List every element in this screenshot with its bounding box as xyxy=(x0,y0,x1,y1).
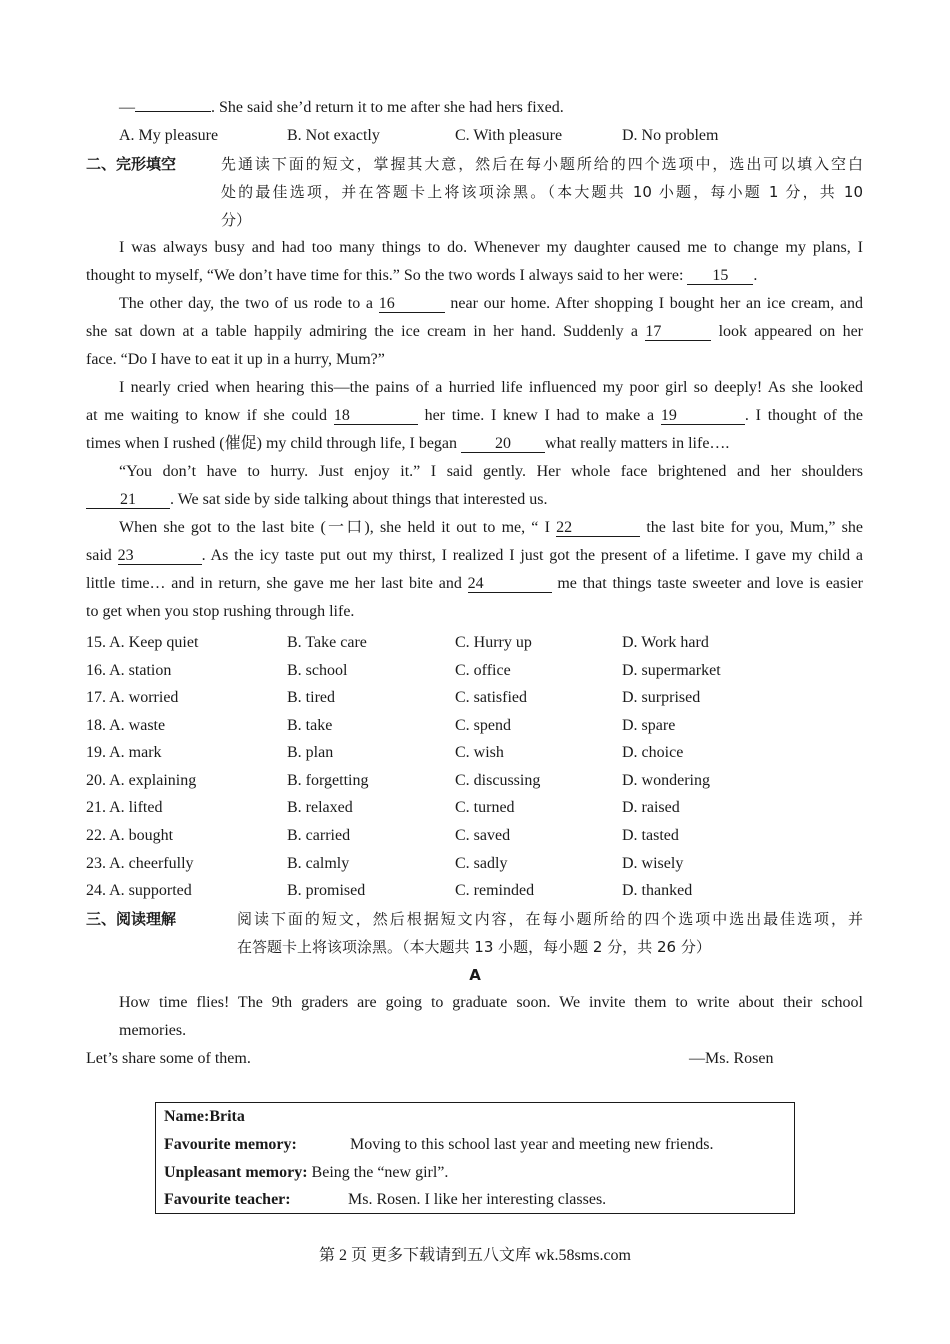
passage-p1-line2: thought to myself, “We don’t have time for this.” So the two words I always said to her were: 15 . xyxy=(86,267,758,284)
option-20-b: B. forgetting xyxy=(287,772,369,789)
option-17-b: B. tired xyxy=(287,689,335,706)
reading-intro-line3: Let’s share some of them. xyxy=(86,1050,251,1067)
option-23-b: B. calmly xyxy=(287,855,350,872)
option-21-b: B. relaxed xyxy=(287,799,353,816)
blank-19: 19 xyxy=(661,407,745,425)
blank-23: 23 xyxy=(118,547,202,565)
q14-option-c: C. With pleasure xyxy=(455,127,563,144)
option-24-c: C. reminded xyxy=(455,882,535,899)
option-22-d: D. tasted xyxy=(622,827,679,844)
option-19-d: D. choice xyxy=(622,744,684,761)
section2-title: 二、完形填空 xyxy=(86,155,177,173)
option-23-c: C. sadly xyxy=(455,855,508,872)
option-21-d: D. raised xyxy=(622,799,680,816)
option-15-b: B. Take care xyxy=(287,634,367,651)
part-a-heading: A xyxy=(469,966,481,984)
passage-p4-line2: 21 . We sat side by side talking about things that interested us. xyxy=(86,490,547,510)
card-favourite-teacher-row: Favourite teacher: Ms. Rosen. I like her interesting classes. xyxy=(164,1191,607,1208)
passage-p2-line3: face. “Do I have to eat it up in a hurry, Mum?” xyxy=(86,351,385,368)
option-19-a: 19. A. mark xyxy=(86,744,162,761)
option-16-d: D. supermarket xyxy=(622,662,721,679)
q14-stem: — . She said she’d return it to me after she had hers fixed. xyxy=(119,99,564,116)
option-16-b: B. school xyxy=(287,662,348,679)
option-18-d: D. spare xyxy=(622,717,676,734)
option-18-b: B. take xyxy=(287,717,333,734)
reading-intro-line1: How time flies! The 9th graders are going to graduate soon. We invite them to write about their school xyxy=(119,994,863,1011)
page-footer: 第 2 页 更多下载请到五八文库 wk.58sms.com xyxy=(318,1247,631,1264)
section3-title: 三、阅读理解 xyxy=(86,910,177,928)
option-23-a: 23. A. cheerfully xyxy=(86,855,194,872)
section2-instruction-2: 处的最佳选项，并在答题卡上将该项涂黑。（本大题共 10 小题，每小题 1 分，共 10 xyxy=(221,183,863,201)
option-19-b: B. plan xyxy=(287,744,334,761)
option-18-c: C. spend xyxy=(455,717,511,734)
passage-p5-line3: little time… and in return, she gave me her last bite and 24 me that things taste sweeter and love is easier xyxy=(86,575,863,592)
blank-15: 15 xyxy=(687,267,753,285)
option-17-a: 17. A. worried xyxy=(86,689,179,706)
memory-card xyxy=(155,1102,795,1214)
blank-21: 21 xyxy=(86,491,170,509)
option-22-c: C. saved xyxy=(455,827,511,844)
q14-option-b: B. Not exactly xyxy=(287,127,380,144)
option-21-a: 21. A. lifted xyxy=(86,799,163,816)
option-16-c: C. office xyxy=(455,662,511,679)
passage-p3-line3: times when I rushed (催促) my child through life, I began 20 what really matters in life…. xyxy=(86,435,730,452)
passage-p2-line1: The other day, the two of us rode to a 16 near our home. After shopping I bought her an ice cream, and xyxy=(119,295,863,312)
option-20-d: D. wondering xyxy=(622,772,710,789)
q14-option-d: D. No problem xyxy=(622,127,719,144)
passage-p1-line1: I was always busy and had too many things to do. Whenever my daughter caused me to change my plans, I xyxy=(119,239,863,256)
passage-p5-line1: When she got to the last bite (一口), she held it out to me, “ I 22 the last bite for you, Mum,” she xyxy=(119,519,863,536)
option-16-a: 16. A. station xyxy=(86,662,172,679)
passage-p4-line1: “You don’t have to hurry. Just enjoy it.” I said gently. Her whole face brightened and her shoulders xyxy=(119,463,863,480)
signature: —Ms. Rosen xyxy=(689,1050,774,1067)
passage-p3-line2: at me waiting to know if she could 18 her time. I knew I had to make a 19 . I thought of the xyxy=(86,407,864,424)
passage-p5-line2: said 23 . As the icy taste put out my thirst, I realized I just got the present of a lifetime. I gave my child a xyxy=(86,547,864,564)
q14-blank xyxy=(135,111,211,112)
blank-22: 22 xyxy=(556,519,640,537)
card-favourite-memory-row: Favourite memory: Moving to this school last year and meeting new friends. xyxy=(164,1136,714,1153)
option-20-a: 20. A. explaining xyxy=(86,772,197,789)
option-22-b: B. carried xyxy=(287,827,351,844)
option-18-a: 18. A. waste xyxy=(86,717,166,734)
option-21-c: C. turned xyxy=(455,799,515,816)
option-15-a: 15. A. Keep quiet xyxy=(86,634,199,651)
reading-intro-line2: memories. xyxy=(119,1022,187,1039)
option-24-d: D. thanked xyxy=(622,882,693,899)
option-17-d: D. surprised xyxy=(622,689,701,706)
option-24-a: 24. A. supported xyxy=(86,882,192,899)
q14-option-a: A. My pleasure xyxy=(119,127,219,144)
blank-16: 16 xyxy=(379,295,445,313)
blank-24: 24 xyxy=(468,575,552,593)
passage-p5-line4: to get when you stop rushing through life. xyxy=(86,603,355,620)
blank-17: 17 xyxy=(645,323,711,341)
blank-20: 20 xyxy=(461,435,545,453)
option-15-c: C. Hurry up xyxy=(455,634,532,651)
section2-instruction-1: 先通读下面的短文，掌握其大意，然后在每小题所给的四个选项中，选出可以填入空白 xyxy=(221,155,863,173)
card-unpleasant-memory-row: Unpleasant memory: Being the “new girl”. xyxy=(164,1164,449,1181)
section3-instruction-1: 阅读下面的短文，然后根据短文内容，在每小题所给的四个选项中选出最佳选项，并 xyxy=(237,910,863,928)
card-name-row: Name:Brita xyxy=(164,1108,245,1125)
option-20-c: C. discussing xyxy=(455,772,541,789)
option-22-a: 22. A. bought xyxy=(86,827,174,844)
blank-18: 18 xyxy=(334,407,418,425)
option-24-b: B. promised xyxy=(287,882,366,899)
option-15-d: D. Work hard xyxy=(622,634,709,651)
option-19-c: C. wish xyxy=(455,744,504,761)
option-17-c: C. satisfied xyxy=(455,689,527,706)
option-23-d: D. wisely xyxy=(622,855,684,872)
passage-p2-line2: she sat down at a table happily admiring the ice cream in her hand. Suddenly a 17 look appeared on her xyxy=(86,323,864,340)
passage-p3-line1: I nearly cried when hearing this—the pains of a hurried life influenced my poor girl so deeply! As she looked xyxy=(119,379,863,396)
section3-instruction-2: 在答题卡上将该项涂黑。（本大题共 13 小题，每小题 2 分，共 26 分） xyxy=(237,938,711,956)
section2-instruction-3: 分） xyxy=(221,211,252,229)
